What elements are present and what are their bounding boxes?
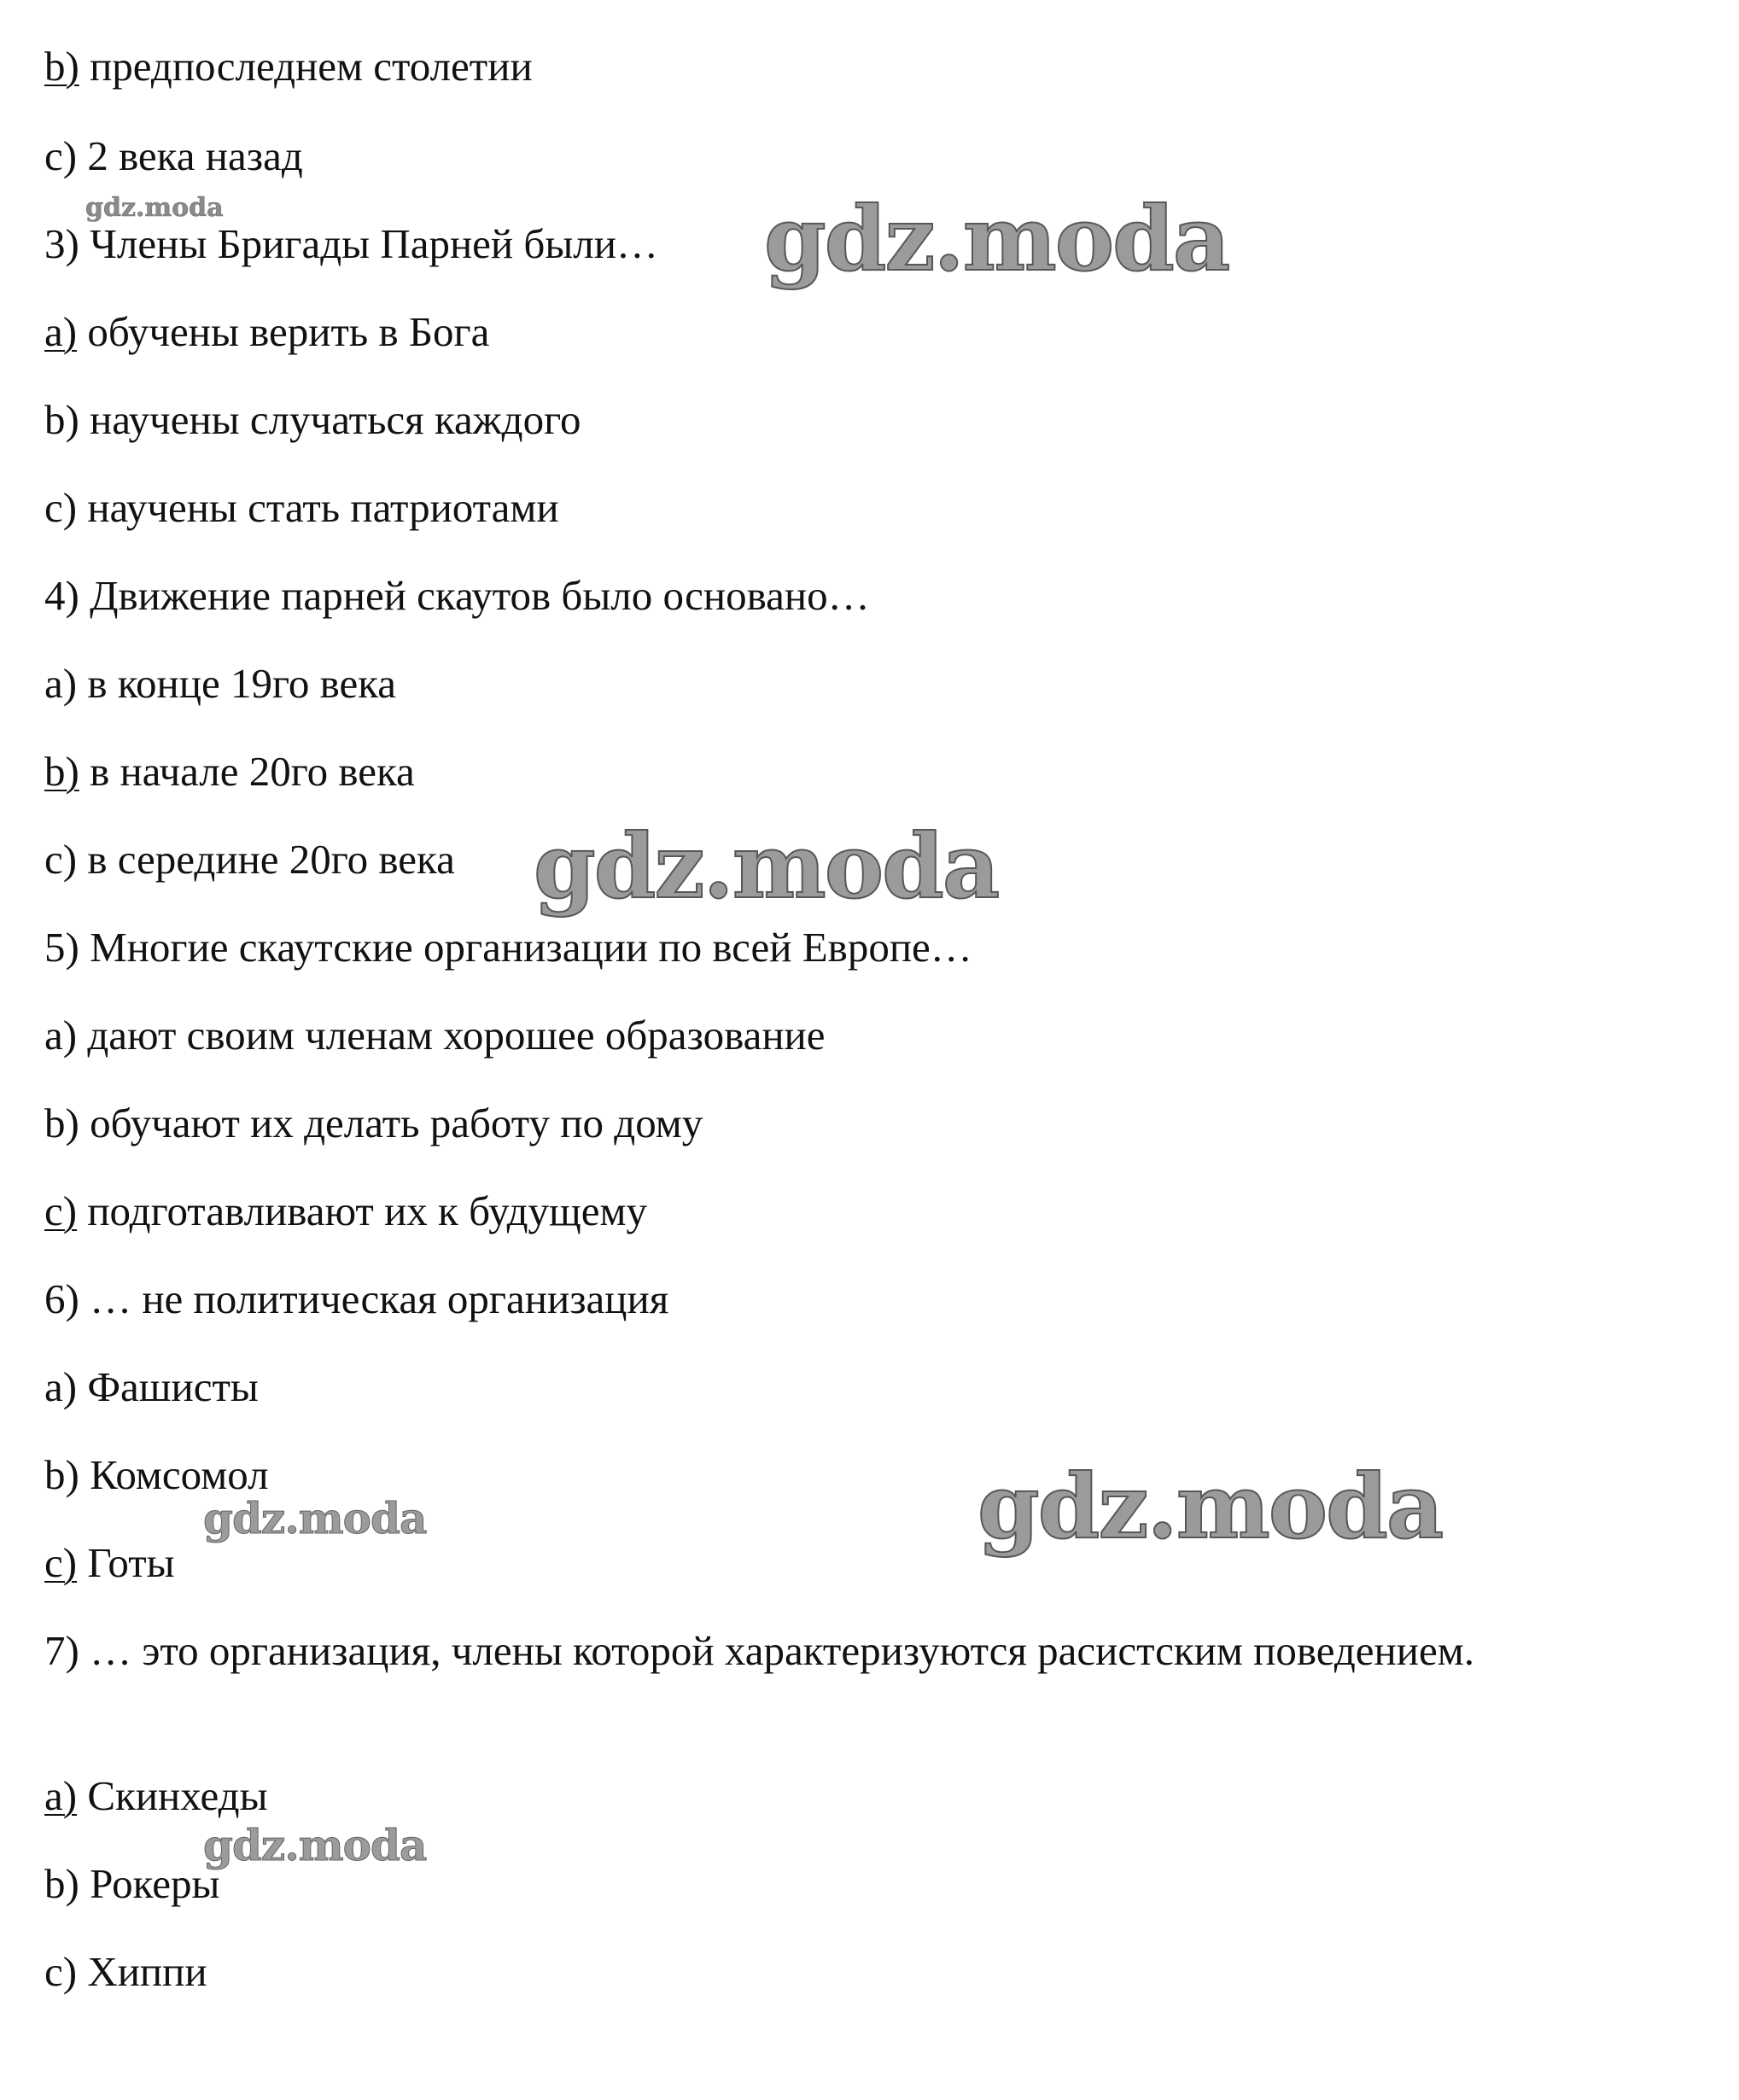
answer-option-a	[44, 1358, 259, 1416]
option-text: подготавливают их к будущему	[77, 1187, 648, 1234]
watermark: gdz.moda	[203, 1493, 427, 1543]
option-marker: c)	[44, 836, 78, 883]
watermark: gdz.moda	[203, 1820, 427, 1870]
question-3	[44, 215, 658, 273]
option-marker: b)	[44, 1860, 79, 1907]
question-number: 5)	[44, 924, 79, 971]
option-text: научены случаться каждого	[79, 396, 581, 443]
question-number: 3)	[44, 220, 79, 267]
option-text: в конце 19го века	[77, 660, 397, 707]
watermark: gdz.moda	[85, 193, 224, 223]
question-text: Многие скаутские организации по всей Европе…	[79, 924, 972, 971]
answer-option-b	[44, 743, 415, 801]
option-text: Готы	[77, 1539, 175, 1586]
option-marker: b)	[44, 1451, 79, 1498]
question-5	[44, 919, 972, 977]
option-text: Фашисты	[77, 1363, 259, 1410]
option-marker: b)	[44, 396, 79, 443]
question-number: 7)	[44, 1627, 79, 1674]
answer-option-c	[44, 1534, 175, 1592]
option-marker: c)	[44, 132, 78, 179]
option-text: Хиппи	[77, 1948, 207, 1995]
answer-option-b	[44, 38, 533, 96]
option-text: научены стать патриотами	[77, 484, 559, 531]
answer-option-b	[44, 1855, 219, 1913]
option-marker: a)	[44, 308, 78, 355]
option-marker: b)	[44, 1100, 79, 1146]
option-text: в начале 20го века	[79, 748, 415, 795]
option-marker: c)	[44, 1187, 78, 1234]
option-marker: b)	[44, 748, 79, 795]
option-marker: a)	[44, 1012, 78, 1059]
option-marker: c)	[44, 484, 78, 531]
option-text: обучены верить в Бога	[77, 308, 490, 355]
question-number: 6)	[44, 1275, 79, 1322]
option-text: в середине 20го века	[77, 836, 455, 883]
answer-option-c	[44, 127, 303, 185]
option-marker: a)	[44, 660, 78, 707]
option-marker: a)	[44, 1772, 78, 1819]
question-text: Движение парней скаутов было основано…	[79, 572, 870, 619]
watermark: gdz.moda	[764, 186, 1229, 291]
watermark: gdz.moda	[534, 814, 999, 919]
option-text: Комсомол	[79, 1451, 269, 1498]
option-marker: c)	[44, 1539, 78, 1586]
question-text: Члены Бригады Парней были…	[79, 220, 658, 267]
answer-option-a	[44, 1006, 826, 1065]
answer-option-a	[44, 1767, 268, 1825]
answer-option-b	[44, 391, 581, 449]
question-number: 4)	[44, 572, 79, 619]
answer-option-c	[44, 479, 559, 537]
answer-option-b	[44, 1094, 703, 1152]
watermark: gdz.moda	[977, 1454, 1443, 1559]
answer-option-b	[44, 1446, 269, 1504]
question-4	[44, 567, 870, 625]
option-marker: c)	[44, 1948, 78, 1995]
answer-option-c	[44, 831, 455, 889]
option-marker: a)	[44, 1363, 78, 1410]
question-text: … это организация, члены которой характеризуются расистским поведением.	[79, 1627, 1474, 1674]
answer-option-a	[44, 303, 489, 361]
question-7	[44, 1622, 1666, 1680]
answer-option-a	[44, 655, 396, 713]
option-text: обучают их делать работу по дому	[79, 1100, 703, 1146]
question-text: … не политическая организация	[79, 1275, 669, 1322]
question-6	[44, 1270, 668, 1328]
answer-option-c	[44, 1182, 647, 1240]
option-text: дают своим членам хорошее образование	[77, 1012, 826, 1059]
option-text: Рокеры	[79, 1860, 220, 1907]
option-marker: b)	[44, 43, 79, 90]
answer-option-c	[44, 1943, 207, 2001]
option-text: предпоследнем столетии	[79, 43, 533, 90]
option-text: 2 века назад	[77, 132, 303, 179]
option-text: Скинхеды	[77, 1772, 268, 1819]
